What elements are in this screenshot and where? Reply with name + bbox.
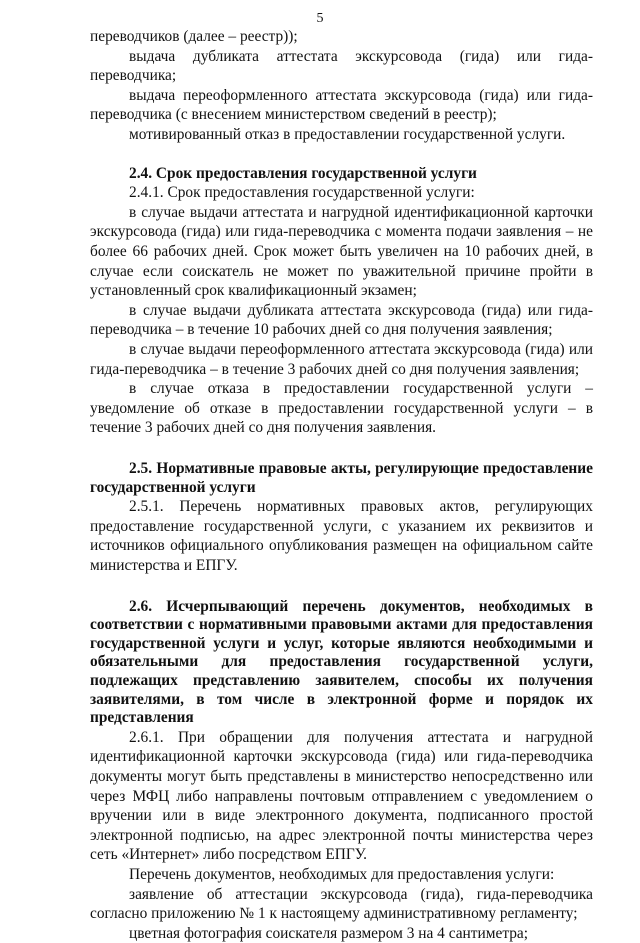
- paragraph: мотивированный отказ в предоставлении государственной услуги.: [129, 125, 566, 143]
- paragraph: в случае выдачи аттестата и нагрудной идентификационной карточки экскурсовода (гида) или гида-переводчика с момента подачи заявления – не более 66 рабочих дней. Срок может быть увеличен на 10 рабочих дней, в случае если соискатель не может по уважительной причине пройти в установленный срок квалификационный экзамен;: [90, 203, 593, 300]
- section-heading-2-4: 2.4. Срок предоставления государственной услуги: [129, 164, 477, 182]
- paragraph: в случае отказа в предоставлении государственной услуги – уведомление об отказе в предоставлении государственной услуги – в течение 3 рабочих дней со дня получения заявления.: [90, 380, 593, 437]
- paragraph: цветная фотография соискателя размером 3 на 4 сантиметра;: [129, 924, 529, 942]
- paragraph: 2.4.1. Срок предоставления государственной услуги:: [129, 184, 475, 202]
- paragraph: переводчиков (далее – реестр));: [90, 28, 298, 45]
- section-heading-2-6: 2.6. Исчерпывающий перечень документов, необходимых в соответствии с нормативными правовыми актами для предоставления государственной услуги и услуг, которые являются необходимыми и обязательными для предоставления государственной услуги, подлежащих представлению заявителем, способы их получения заявителями, в том числе в электронной форме и порядок их представления: [90, 597, 593, 727]
- paragraph: выдача переоформленного аттестата экскурсовода (гида) или гида-переводчика (с внесением министерством сведений в реестр);: [90, 86, 593, 124]
- paragraph: заявление об аттестации экскурсовода (гида), гида-переводчика согласно приложению № 1 к настоящему административному регламенту;: [90, 885, 593, 923]
- page-number: 5: [316, 11, 324, 26]
- paragraph: в случае выдачи дубликата аттестата экскурсовода (гида) или гида-переводчика – в течение 10 рабочих дней со дня получения заявления;: [90, 301, 593, 339]
- paragraph: Перечень документов, необходимых для предоставления услуги:: [129, 865, 555, 883]
- paragraph: выдача дубликата аттестата экскурсовода (гида) или гида-переводчика;: [90, 47, 593, 85]
- page-body: [90, 27, 593, 943]
- paragraph: 2.5.1. Перечень нормативных правовых актов, регулирующих предоставление государственной услуги, с указанием их реквизитов и источников официального опубликования размещен на официальном сайте министерства и ЕПГУ.: [90, 498, 593, 575]
- paragraph: 2.6.1. При обращении для получения аттестата и нагрудной идентификационной карточки экскурсовода (гида) или гида-переводчика документы могут быть представлены в министерство непосредственно или через МФЦ либо направлены почтовым отправлением с уведомлением о вручении или в виде электронного документа, подписанного простой электронной подписью, на адрес электронной почты министерства через сеть «Интернет» либо посредством ЕПГУ.: [90, 728, 593, 864]
- paragraph: в случае выдачи переоформленного аттестата экскурсовода (гида) или гида-переводчика – в течение 3 рабочих дней со дня получения заявления;: [90, 340, 593, 378]
- section-heading-2-5: 2.5. Нормативные правовые акты, регулирующие предоставление государственной услуги: [90, 459, 593, 497]
